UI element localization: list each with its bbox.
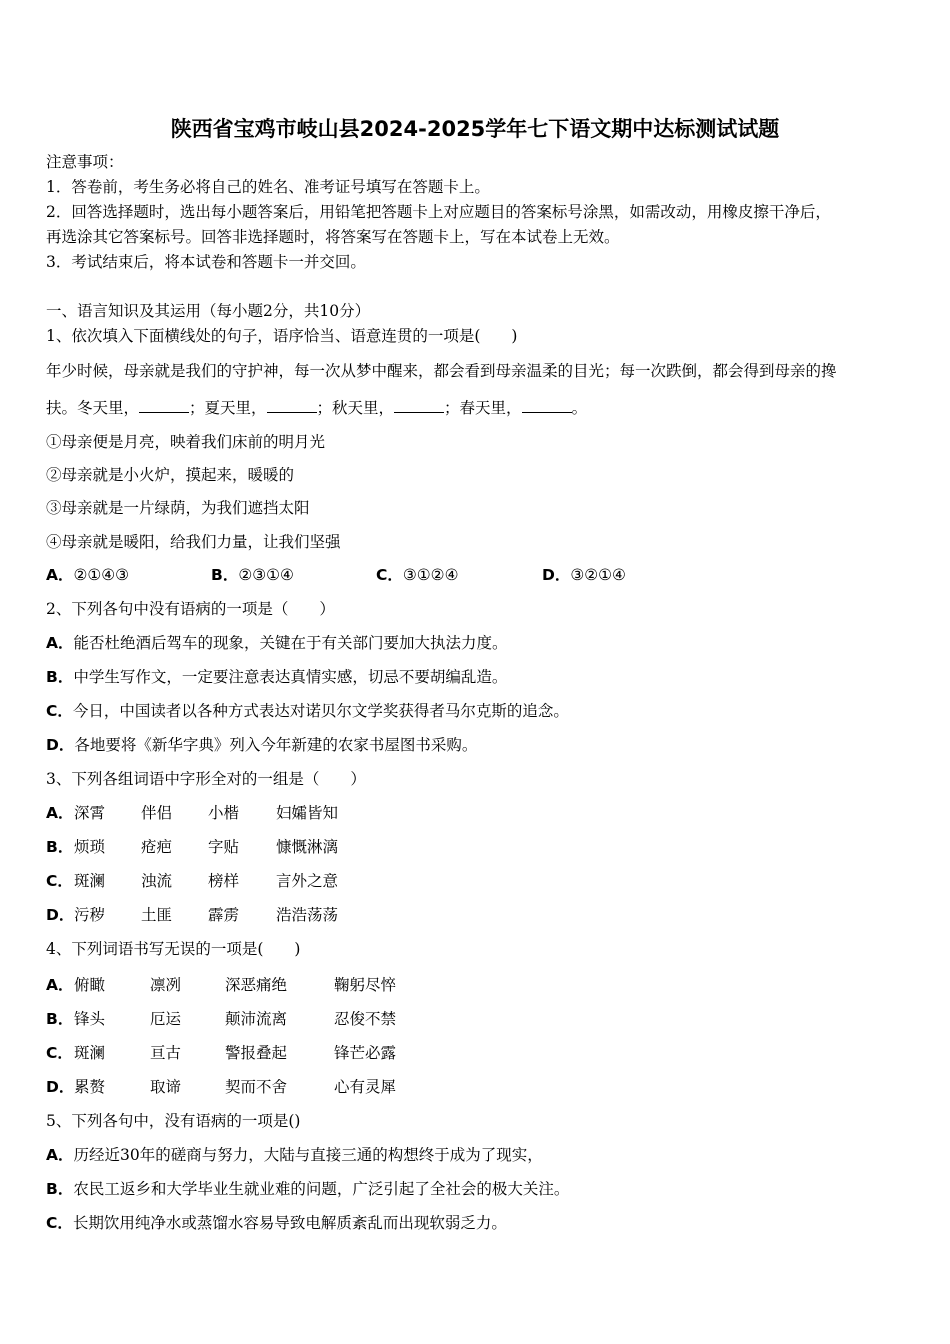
q1-option-b: B．②③①④: [211, 566, 294, 584]
q3-letter: C．: [46, 872, 73, 890]
q5-option-b: B．农民工返乡和大学毕业生就业难的问题，广泛引起了全社会的极大关注。: [46, 1180, 570, 1198]
q4-letter: D．: [46, 1078, 75, 1096]
notice-item-3: 3．考试结束后，将本试卷和答题卡一并交回。: [46, 253, 366, 271]
q2-option-a: A．能否杜绝酒后驾车的现象，关键在于有关部门要加大执法力度。: [46, 634, 508, 652]
q3-word: 疮疤: [141, 838, 173, 856]
q3-word: 字贴: [208, 838, 240, 856]
q4-word: 累赘: [74, 1078, 106, 1096]
q4-word: 警报叠起: [225, 1044, 288, 1062]
q3-word: 浩浩荡荡: [276, 906, 339, 924]
q4-word: 深恶痛绝: [225, 976, 288, 994]
q3-word: 慷慨淋漓: [276, 838, 339, 856]
q3-word: 妇孀皆知: [276, 804, 339, 822]
page-title: 陕西省宝鸡市岐山县2024-2025学年七下语文期中达标测试试题: [170, 117, 780, 141]
q1-sentence-4: ④母亲就是暖阳，给我们力量，让我们坚强: [46, 533, 341, 551]
q1-passage-part: 扶。冬天里，: [46, 399, 140, 417]
fill-blank: [522, 398, 572, 413]
q3-word: 污秽: [74, 906, 106, 924]
q4-word: 俯瞰: [74, 976, 106, 994]
q3-word: 浊流: [141, 872, 173, 890]
q4-letter: A．: [46, 976, 74, 994]
q5-option-c: C．长期饮用纯净水或蒸馏水容易导致电解质紊乱而出现软弱乏力。: [46, 1214, 507, 1232]
q2-option-d: D．各地要将《新华字典》列入今年新建的农家书屋图书采购。: [46, 736, 478, 754]
q3-letter: B．: [46, 838, 74, 856]
q3-word: 言外之意: [276, 872, 339, 890]
q3-word: 伴侣: [141, 804, 173, 822]
q4-letter: B．: [46, 1010, 74, 1028]
q1-sentence-2: ②母亲就是小火炉，摸起来，暖暖的: [46, 466, 295, 484]
q4-word: 斑澜: [74, 1044, 106, 1062]
q2-option-b: B．中学生写作文，一定要注意表达真情实感，切忌不要胡编乱造。: [46, 668, 508, 686]
q3-word: 斑澜: [74, 872, 106, 890]
q1-passage-part: 。: [571, 399, 588, 417]
q4-word: 契而不舍: [225, 1078, 288, 1096]
q3-stem: 3、下列各组词语中字形全对的一组是（ ）: [46, 770, 366, 788]
q4-word: 锋头: [74, 1010, 106, 1028]
q3-word: 烦琐: [74, 838, 106, 856]
fill-blank: [394, 398, 444, 413]
notice-item-1: 1．答卷前，考生务必将自己的姓名、准考证号填写在答题卡上。: [46, 178, 490, 196]
q3-letter: A．: [46, 804, 74, 822]
q1-option-d: D．③②①④: [542, 566, 626, 584]
q3-word: 榜样: [208, 872, 240, 890]
q1-passage-line-2: [46, 398, 587, 418]
q4-word: 厄运: [150, 1010, 182, 1028]
q3-word: 土匪: [141, 906, 173, 924]
q4-word: 亘古: [150, 1044, 182, 1062]
fill-blank: [267, 398, 317, 413]
q1-sentence-3: ③母亲就是一片绿荫，为我们遮挡太阳: [46, 499, 310, 517]
q4-stem: 4、下列词语书写无误的一项是( ): [46, 940, 301, 958]
q3-word: 霹雳: [208, 906, 240, 924]
q1-passage-line-1: 年少时候，母亲就是我们的守护神，每一次从梦中醒来，都会看到母亲温柔的目光；每一次跌倒，都会得到母亲的搀: [46, 362, 837, 380]
q1-option-c: C．③①②④: [376, 566, 459, 584]
q3-word: 小楷: [208, 804, 240, 822]
q3-word: 深霄: [74, 804, 106, 822]
q2-stem: 2、下列各句中没有语病的一项是（ ）: [46, 600, 335, 618]
q4-word: 取谛: [150, 1078, 182, 1096]
q4-word: 颠沛流离: [225, 1010, 288, 1028]
q1-passage-part: ；夏天里，: [189, 399, 267, 417]
q3-letter: D．: [46, 906, 75, 924]
q1-option-a: A．②①④③: [46, 566, 130, 584]
q5-option-a: A．历经近30年的磋商与努力，大陆与直接三通的构想终于成为了现实，: [46, 1146, 543, 1164]
q4-word: 鞠躬尽悴: [334, 976, 397, 994]
fill-blank: [139, 398, 189, 413]
q1-stem: 1、依次填入下面横线处的句子，语序恰当、语意连贯的一项是( ): [46, 327, 518, 345]
section-heading-1: 一、语言知识及其运用（每小题2分，共10分）: [46, 302, 371, 320]
q1-sentence-1: ①母亲便是月亮，映着我们床前的明月光: [46, 433, 326, 451]
q4-word: 忍俊不禁: [334, 1010, 397, 1028]
q4-word: 锋芒必露: [334, 1044, 397, 1062]
notice-heading: 注意事项：: [46, 153, 124, 171]
q4-word: 心有灵犀: [334, 1078, 397, 1096]
q1-passage-part: ；春天里，: [444, 399, 522, 417]
notice-item-2: 2．回答选择题时，选出每小题答案后，用铅笔把答题卡上对应题目的答案标号涂黑，如需改动，用橡皮擦干净后，: [46, 203, 831, 221]
notice-item-2-cont: 再选涂其它答案标号。回答非选择题时，将答案写在答题卡上，写在本试卷上无效。: [46, 228, 620, 246]
q1-passage-part: ；秋天里，: [316, 399, 395, 417]
q2-option-c: C．今日，中国读者以各种方式表达对诺贝尔文学奖获得者马尔克斯的追念。: [46, 702, 569, 720]
q4-word: 凛冽: [150, 976, 182, 994]
q5-stem: 5、下列各句中，没有语病的一项是(): [46, 1112, 301, 1130]
q4-letter: C．: [46, 1044, 73, 1062]
